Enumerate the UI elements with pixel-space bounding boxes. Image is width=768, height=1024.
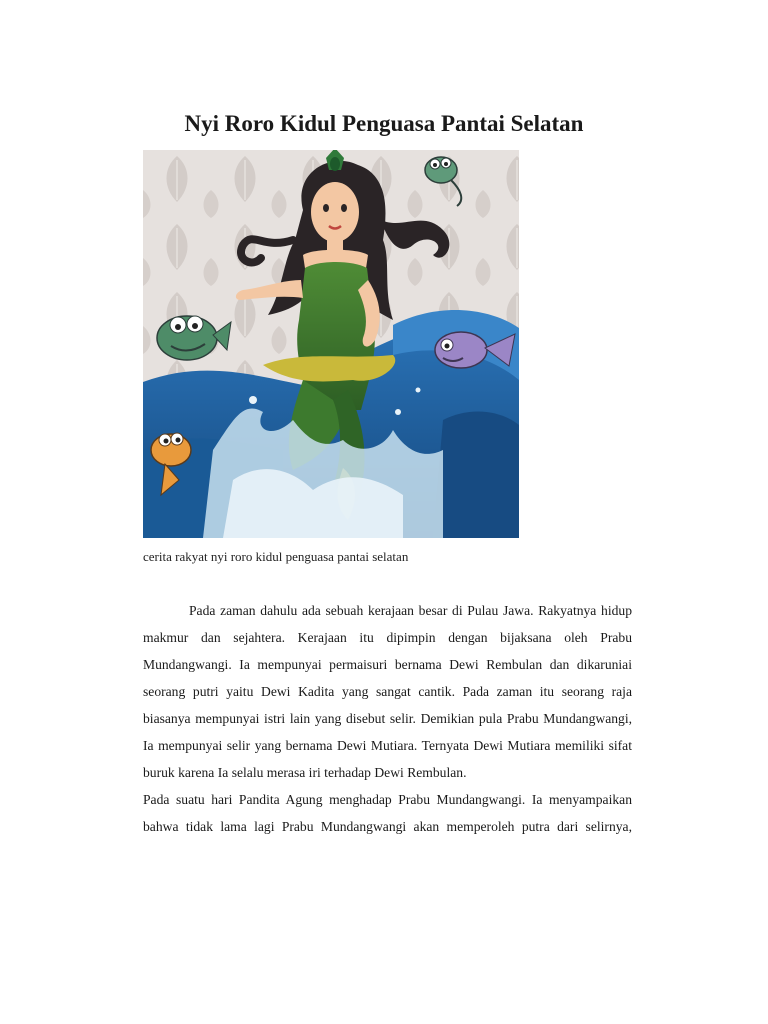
image-caption: cerita rakyat nyi roro kidul penguasa pantai selatan xyxy=(143,549,409,564)
story-body xyxy=(143,597,632,840)
story-illustration xyxy=(143,150,519,538)
paragraph-2: Pada suatu hari Pandita Agung menghadap Prabu Mundangwangi. Ia menyampaikan bahwa tidak lama lagi Prabu Mundangwangi akan memperoleh putra dari selirnya, xyxy=(143,792,632,834)
paragraph-1: Pada zaman dahulu ada sebuah kerajaan besar di Pulau Jawa. Rakyatnya hidup makmur dan sejahtera. Kerajaan itu dipimpin dengan bijaksana oleh Prabu Mundangwangi. Ia mempunyai permaisuri bernama Dewi Rembulan dan dikaruniai seorang putri yaitu Dewi Kadita yang sangat cantik. Pada zaman itu seorang raja biasanya mempunyai istri lain yang disebut selir. Demikian pula Prabu Mundangwangi, Ia mempunyai selir yang bernama Dewi Mutiara. Ternyata Dewi Mutiara memiliki sifat buruk karena Ia selalu merasa iri terhadap Dewi Rembulan. xyxy=(143,603,632,780)
page-title: Nyi Roro Kidul Penguasa Pantai Selatan xyxy=(184,111,584,136)
